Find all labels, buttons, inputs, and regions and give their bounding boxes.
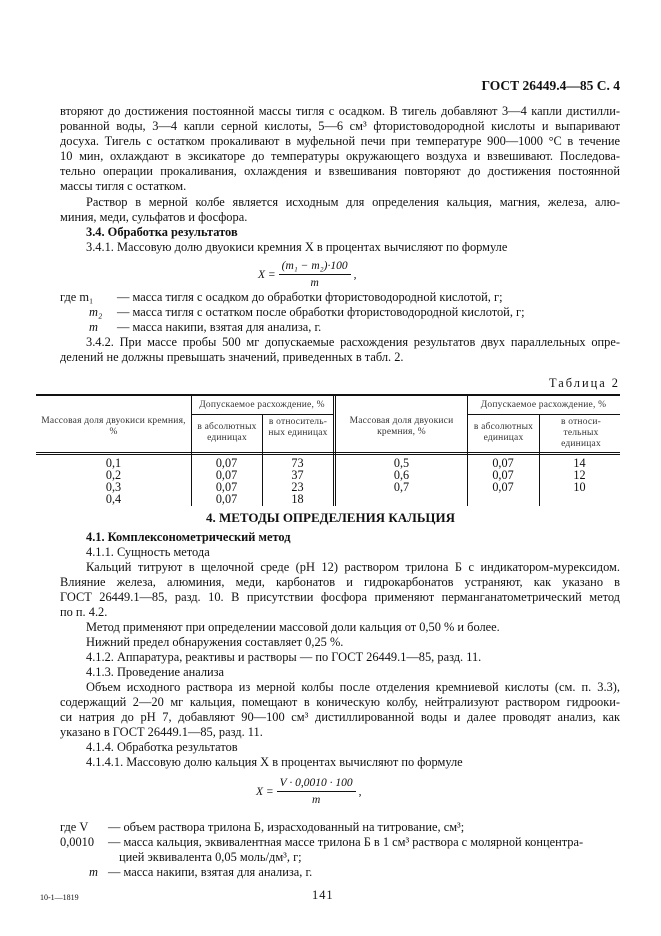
formula-tail: , xyxy=(358,785,362,798)
col-header-mass: Массовая доля двуокиси кремния, % xyxy=(41,416,186,437)
table-cell: 0,07 xyxy=(492,456,514,470)
text-line: массы тигля с остатком. xyxy=(60,179,187,193)
table-cell: 23 xyxy=(291,480,304,494)
formula-calcium xyxy=(256,777,362,806)
text-line: 4.1.1. Сущность метода xyxy=(86,545,210,559)
table-column-rel xyxy=(262,457,333,505)
where-text: — масса тигля с остатком после обработки фтористоводородной кислотой, г; xyxy=(117,305,525,319)
table-cell: 0,1 xyxy=(105,456,122,470)
formula-denominator: m xyxy=(310,277,319,289)
formula-denominator: m xyxy=(311,794,321,806)
col-header-allowed-right: Допускаемое расхождение, % xyxy=(480,400,607,410)
where-text: — объем раствора трилона Б, израсходованный на титрование, см³; xyxy=(108,820,465,834)
text-line: Объем исходного раствора из мерной колбы после отделения кремниевой кислоты (см. п. 3.3), xyxy=(86,680,620,694)
page-number: 141 xyxy=(312,888,334,902)
where-text: — масса накипи, взятая для анализа, г. xyxy=(117,320,322,334)
text-line: 3.4.1. Массовую долю двуокиси кремния X в процентах вычисляют по формуле xyxy=(86,240,508,254)
table-cell: 0,6 xyxy=(393,468,410,482)
table-cell: 0,3 xyxy=(105,480,122,494)
formula-lhs: X = xyxy=(256,785,274,798)
text-line: 4.1.2. Аппаратура, реактивы и растворы — по ГОСТ 26449.1—85, разд. 11. xyxy=(86,650,482,664)
text-line: Кальций титруют в щелочной среде (pH 12) раствором трилона Б с индикатором-мурексидом. xyxy=(86,560,620,574)
subsection-heading: 4.1. Комплексонометрический метод xyxy=(86,530,291,544)
where-symbol: где V xyxy=(60,820,89,834)
where-text: — масса накипи, взятая для анализа, г. xyxy=(108,865,313,879)
where-text: — масса кальция, эквивалентная массе трилона Б в 1 см³ раствора с молярной концентра- xyxy=(108,835,584,849)
table-cell: 0,4 xyxy=(105,492,122,506)
text-line: содержащий 2—20 мг кальция, помещают в коническую колбу, нейтрализуют раствором гидрооки- xyxy=(60,695,620,709)
text-line: Нижний предел обнаружения составляет 0,25 %. xyxy=(86,635,344,649)
table-column-mass xyxy=(36,457,191,505)
table-cell: 0,07 xyxy=(215,492,238,506)
text-line: вторяют до достижения постоянной массы тигля с осадком. В тигель добавляют 3—4 капли дистилли- xyxy=(60,104,620,118)
text-line: Раствор в мерной колбе является исходным для определения кальция, магния, железа, алю- xyxy=(86,195,620,209)
text-line: 4.1.4.1. Массовую долю кальция X в процентах вычисляют по формуле xyxy=(86,755,463,769)
table-column-rel-right xyxy=(539,457,620,493)
text-line: рованной воды, 3—4 капли серной кислоты, 5—6 см³ фтористоводородной кислоты и выпаривают xyxy=(60,119,620,133)
where-symbol: где m₁ xyxy=(60,290,94,304)
table-cell: 0,07 xyxy=(492,468,514,482)
where-symbol: m xyxy=(89,320,98,334)
text-line: делений не должны превышать значений, приведенных в табл. 2. xyxy=(60,350,404,364)
page-header: ГОСТ 26449.4—85 С. 4 xyxy=(481,78,620,93)
table-cell: 0,07 xyxy=(492,480,514,494)
table-cell: 73 xyxy=(291,456,304,470)
formula-tail: , xyxy=(353,268,357,281)
subsection-heading: 3.4. Обработка результатов xyxy=(86,225,238,239)
col-header-abs: в абсолютных единицах xyxy=(197,422,257,443)
text-line: 3.4.2. При массе пробы 500 мг допускаемые расхождения результатов двух параллельных опре- xyxy=(86,335,620,349)
col-header-mass-right: Массовая доля двуокиси кремния, % xyxy=(349,416,454,437)
where-text: цией эквивалента 0,05 моль/дм³, г; xyxy=(119,850,302,864)
where-symbol: m₂ xyxy=(89,305,103,319)
where-symbol: 0,0010 xyxy=(60,835,95,849)
table-column-abs xyxy=(191,457,262,505)
text-line: тельно операции прокаливания, охлаждения и взвешивания повторяют до достижения постоянной xyxy=(60,164,620,178)
table-cell: 0,7 xyxy=(393,480,410,494)
text-line: 4.1.3. Проведение анализа xyxy=(86,665,225,679)
table-cell: 0,2 xyxy=(105,468,122,482)
col-header-rel: в относитель-ных единицах xyxy=(268,417,328,438)
table-cell: 10 xyxy=(573,480,586,494)
col-header-abs-right: в абсолютных единицах xyxy=(473,422,534,443)
formula-lhs: X = xyxy=(258,268,276,281)
text-line: ГОСТ 26449.1—85, разд. 10. В присутствии фосфора применяют перманганатометрический метод xyxy=(60,590,620,604)
where-text: — масса тигля с осадком до обработки фтористоводородной кислотой, г; xyxy=(117,290,503,304)
formula-silica xyxy=(258,260,356,289)
table-cell: 18 xyxy=(291,492,304,506)
table-cell: 37 xyxy=(291,468,304,482)
table-column-abs-right xyxy=(467,457,539,493)
text-line: си натрия до pH 7, добавляют 90—100 см³ дистиллированной воды и далее проводят анализ, как xyxy=(60,710,620,724)
text-line: миния, меди, сульфатов и фосфора. xyxy=(60,210,248,224)
table-cell: 0,07 xyxy=(215,456,238,470)
table-cell: 14 xyxy=(573,456,586,470)
formula-numerator: (m₁ − m₂)·100 xyxy=(279,260,351,275)
table-column-mass-right xyxy=(336,457,467,493)
where-symbol: m xyxy=(89,865,98,879)
table-caption: Таблица 2 xyxy=(549,376,620,390)
text-line: Метод применяют при определении массовой доли кальция от 0,50 % и более. xyxy=(86,620,500,634)
footer-code: 10-1—1819 xyxy=(40,893,79,902)
text-line: указано в ГОСТ 26449.1—85, разд. 11. xyxy=(60,725,263,739)
col-header-rel-right: в относи-тельных единицах xyxy=(561,417,601,449)
text-line: 10 мин, охлаждают в эксикаторе до температуры окружающего воздуха и взвешивают. Последова- xyxy=(60,149,620,163)
text-line: по п. 4.2. xyxy=(60,605,108,619)
text-line: Влияние железа, алюминия, меди, карбонатов и гидрокарбонатов устраняют, как указано в xyxy=(60,575,620,589)
text-line: 4.1.4. Обработка результатов xyxy=(86,740,238,754)
table-cell: 0,07 xyxy=(215,468,238,482)
table-cell: 0,07 xyxy=(215,480,238,494)
col-header-allowed: Допускаемое расхождение, % xyxy=(199,400,325,410)
table-cell: 12 xyxy=(573,468,586,482)
table-2 xyxy=(36,394,620,508)
table-cell: 0,5 xyxy=(393,456,410,470)
text-line: досуха. Тигель с остатком прокаливают в муфельной печи при температуре 900—1000 °С в течение xyxy=(60,134,620,148)
formula-numerator: V · 0,0010 · 100 xyxy=(277,777,356,792)
section-heading: 4. МЕТОДЫ ОПРЕДЕЛЕНИЯ КАЛЬЦИЯ xyxy=(205,510,456,525)
